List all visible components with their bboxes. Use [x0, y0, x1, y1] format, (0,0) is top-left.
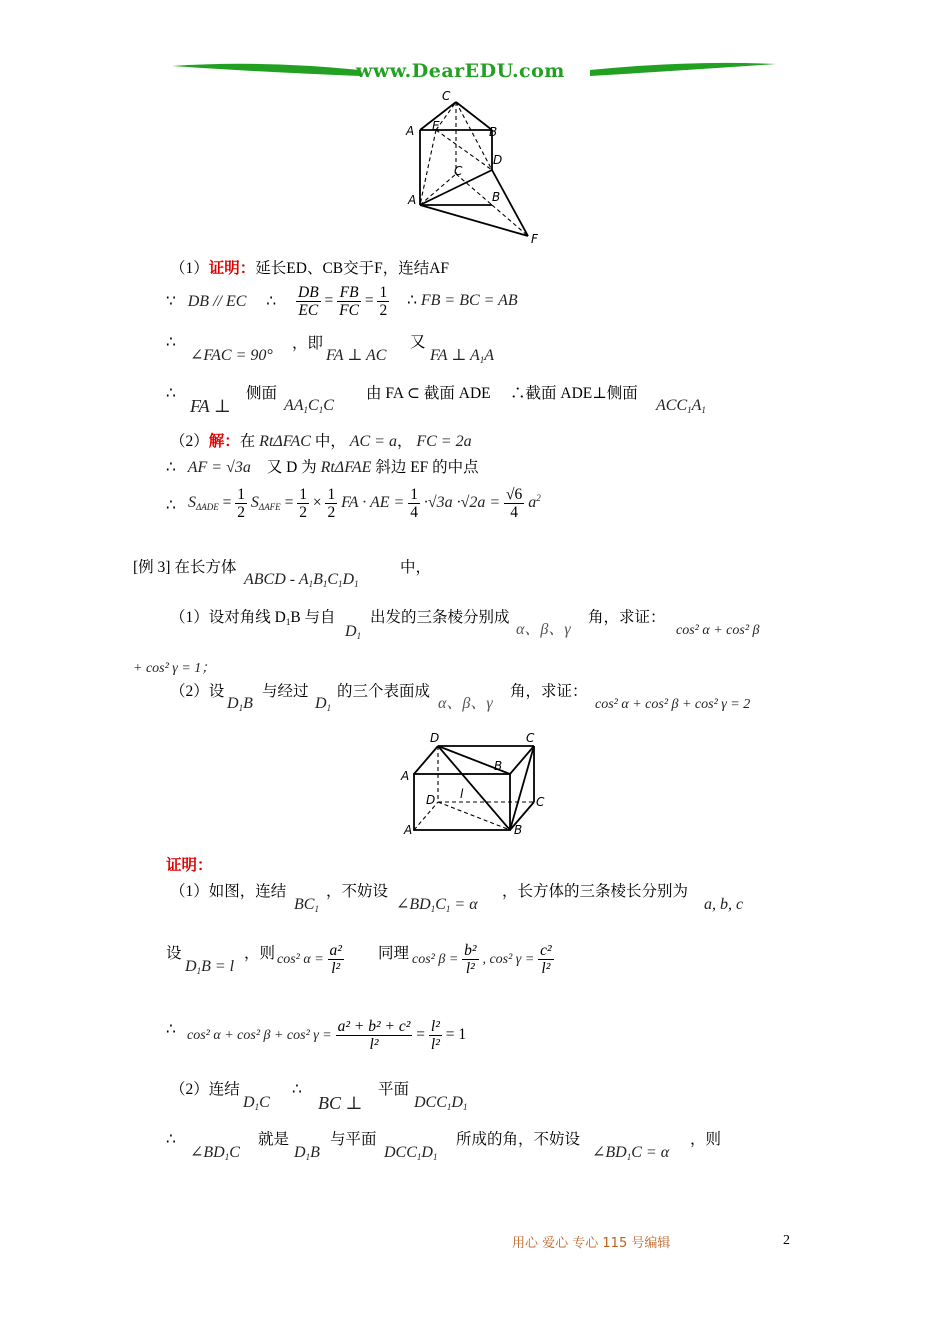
label-A: A	[404, 823, 413, 837]
example3-tail: 中，	[400, 559, 432, 576]
part1-line4b: FA ⊥	[190, 396, 231, 416]
proof-line2-then: ，则	[244, 945, 276, 962]
part1-line4g: 由 FA ⊂ 截面 ADE	[366, 385, 491, 402]
proof-line5-dcc1d1: $DCC_1D_1$	[384, 1144, 438, 1162]
proof-line4-plane: 平面	[378, 1081, 410, 1098]
example3-q1-angles: α、β、γ	[516, 621, 571, 638]
example3-q1: （1）设对角线 $D_1B$ 与自	[170, 609, 336, 627]
example3-q2-d1: $D_1$	[315, 695, 332, 713]
proof-title: 证明：	[166, 857, 213, 874]
proof-line2-cos-alpha: cos² α = $\frac{\text{a²}}{\text{l²}}$	[277, 942, 342, 977]
example3-q1-eq-cont: + cos² γ = 1；	[133, 661, 216, 676]
proof-line4-therefore: ∴	[292, 1081, 302, 1098]
example3-q2: （2）设	[170, 683, 225, 700]
header-site-title[interactable]: www.DearEDU.com	[356, 60, 565, 82]
proof-line2-cos-beta-gamma: cos² β = $\frac{\text{b²}}{\text{l²}}$ , cos² γ = $\frac{\text{c²}}{\text{l²}}$	[412, 942, 552, 977]
label-D: D	[426, 793, 436, 807]
prism-figure	[400, 88, 550, 248]
label-A1: A	[401, 769, 410, 783]
example3-q2-prove: 角，求证：	[510, 683, 588, 700]
proof-line4-d1c: $D_1C$	[243, 1094, 270, 1112]
proof-line1-text2: ，长方体的三条棱长分别为	[502, 883, 689, 900]
example3-q2-text2: 的三个表面成	[337, 683, 431, 700]
proof-line1-abc: a, b, c	[704, 896, 744, 913]
part2-line2: ∴ AF = √3a 又 D 为 RtΔFAE 斜边 EF 的中点	[166, 459, 479, 476]
proof-line4-bc: BC ⊥	[318, 1093, 363, 1113]
proof-line1: （1）如图，连结	[170, 883, 287, 900]
label-B1: B	[489, 125, 498, 139]
label-C1: C	[442, 89, 451, 103]
label-B1: B	[494, 759, 503, 773]
label-B: B	[514, 823, 523, 837]
proof-line5-text: 所成的角，不妨设	[456, 1131, 581, 1148]
label-F: F	[531, 232, 538, 246]
label-B: B	[492, 190, 501, 204]
example3-q2-d1b: $D_1B$	[227, 695, 253, 713]
part1-line4c: 侧面	[246, 385, 278, 402]
proof-line5-then: ，则	[690, 1131, 722, 1148]
part2-line1: （2）解：在 RtΔFAC 中， AC = a， FC = 2a	[170, 433, 472, 450]
footer-text: 用心 爱心 专心 115 号编辑	[512, 1236, 671, 1251]
proof-line5-is: 就是	[258, 1131, 290, 1148]
part1-line4d: $AA_1C_1C$	[284, 397, 334, 415]
example3-q1-d1: $D_1$	[345, 623, 362, 641]
proof-line5: ∴	[166, 1131, 176, 1148]
part1-line1: （1）证明：延长ED、CB交于F，连结AF	[170, 260, 450, 277]
proof-line5-angle2: $\angle BD_1C = \alpha$	[592, 1144, 670, 1162]
part1-fractions: $\frac{DB}{EC}$ = $\frac{FB}{FC}$ = $\frac{1}{2}$ ∴ FB = BC = AB	[298, 284, 518, 319]
part1-line3d: FA ⊥ AC	[326, 347, 387, 364]
proof-line5-d1b: $D_1B$	[294, 1144, 320, 1162]
proof-line1-text: ，不妨设	[326, 883, 389, 900]
part1-line3f: FA ⊥ $A_1A$	[430, 347, 495, 365]
proof-line4-dcc1d1: $DCC_1D_1$	[414, 1094, 468, 1112]
label-C: C	[454, 164, 463, 178]
label-A1: A	[406, 124, 415, 138]
proof-line4: （2）连结	[170, 1081, 240, 1098]
example3-q1-eq: cos² α + cos² β	[676, 623, 760, 638]
part1-line4a: ∴	[166, 385, 176, 402]
example3-q2-eq: cos² α + cos² β + cos² γ = 2	[595, 697, 751, 712]
example3-q1-prove: 角，求证：	[588, 609, 666, 626]
part1-line3b: ∠FAC = 90°	[190, 347, 273, 364]
part2-area-formula: $S_{\Delta ADE}$ = $\frac{1}{2}$ $S_{\Delta AFE}$ = $\frac{1}{2}$ × $\frac{1}{2}$ FA · AE = $\frac{1}{4}$ ·√3a ·√2a = $\frac{√6}{4}$ $a^2$	[188, 486, 541, 521]
label-D: D	[493, 153, 503, 167]
example3-body: ABCD - $A_1B_1C_1D_1$	[244, 571, 359, 589]
proof-keyword: 证明：	[208, 260, 256, 277]
proof-line3-eq: cos² α + cos² β + cos² γ = $\frac{\text{a² + b² + c²}}{\text{l²}}$ = $\frac{\text{l²}}{\text{l²}}$ = 1	[187, 1018, 467, 1053]
part1-line3e: 又	[410, 334, 426, 351]
label-l: l	[460, 787, 464, 801]
proof-line1-angle: $\angle BD_1C_1 = \alpha$	[396, 896, 478, 914]
page-number: 2	[783, 1233, 790, 1248]
example3-q2-text: 与经过	[262, 683, 309, 700]
example3-q1-text: 出发的三条棱分别成	[370, 609, 510, 626]
proof-line2: 设	[166, 945, 182, 962]
proof-line2-similarly: 同理	[378, 945, 410, 962]
part1-line2: ∵ DB // EC ∴	[166, 293, 277, 310]
label-C1: C	[526, 731, 535, 745]
part1-line4i: $ACC_1A_1$	[656, 397, 706, 415]
part1-line4h: ∴截面 ADE⊥侧面	[510, 385, 638, 402]
example3-label: [例 3] 在长方体	[133, 559, 237, 576]
part2-line3-therefore: ∴	[166, 497, 176, 514]
example3-q2-angles: α、β、γ	[438, 695, 493, 712]
proof-line2-d1b: $D_1B = l$	[185, 958, 235, 976]
part1-line3: ∴	[166, 334, 176, 351]
label-C: C	[536, 795, 545, 809]
proof-line1-bc1: $BC_1$	[294, 896, 319, 914]
label-A: A	[408, 193, 417, 207]
proof-line3: ∴	[166, 1021, 176, 1038]
part1-line3c: ，即	[292, 335, 324, 352]
proof-line5-angle: $\angle BD_1C$	[190, 1144, 240, 1162]
label-E1: E	[432, 119, 440, 133]
proof-line5-with-plane: 与平面	[330, 1131, 377, 1148]
cuboid-figure	[398, 726, 558, 838]
label-D1: D	[430, 731, 440, 745]
